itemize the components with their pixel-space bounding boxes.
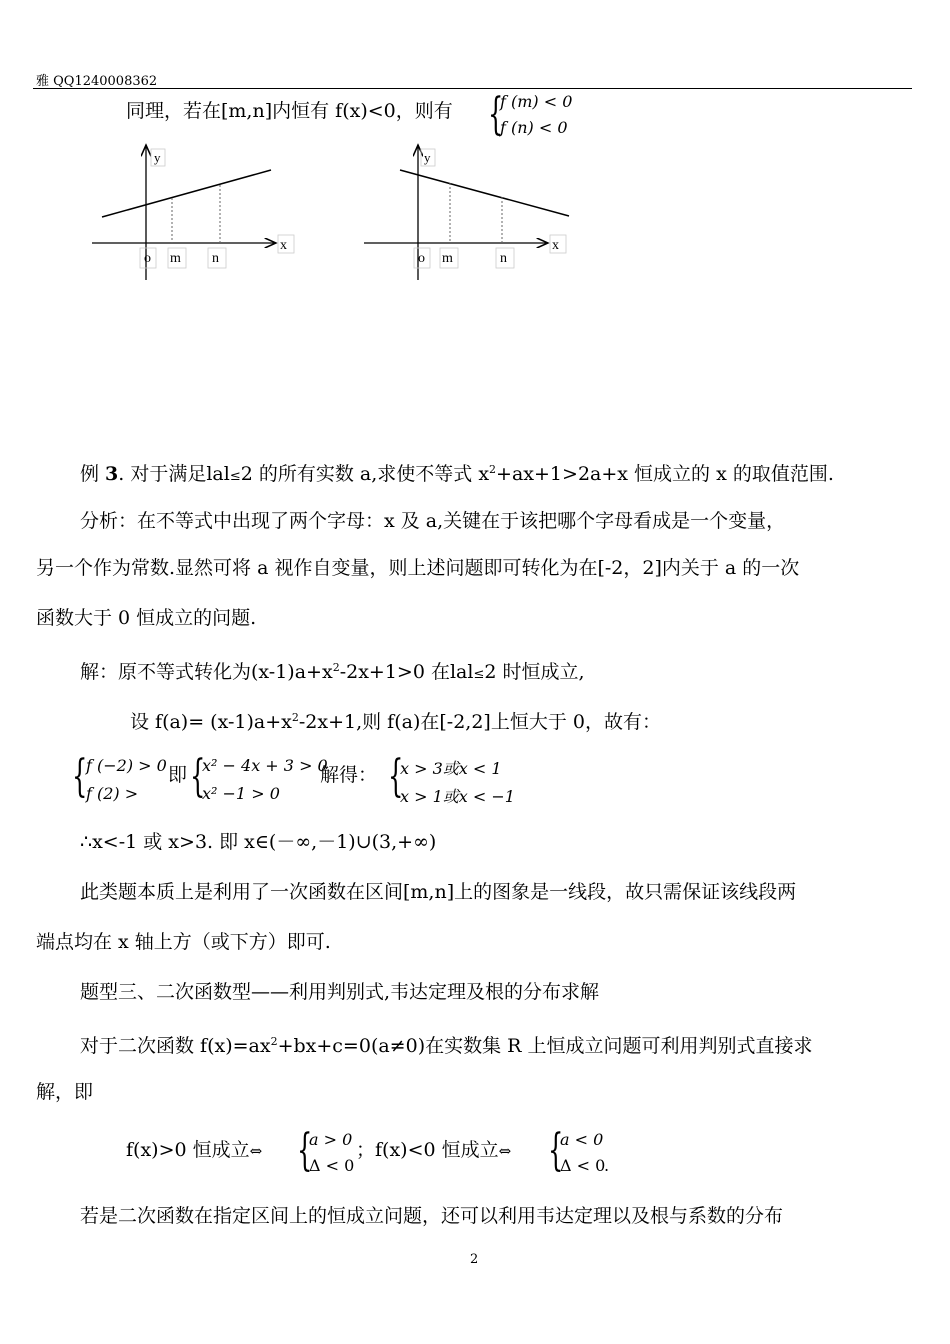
origin-label: o xyxy=(144,251,151,266)
function-line xyxy=(102,170,271,217)
x-label: x xyxy=(280,238,287,253)
graph-increasing-line xyxy=(90,140,300,285)
word-ji: 即 xyxy=(168,764,188,786)
page-number: 2 xyxy=(470,1252,479,1267)
type-3-line-1: 对于二次函数 $f(x)=ax^2+bx+c=0(a\ne 0)$在实数集 R 上恒成立问题可利用判别式直接求 xyxy=(80,1035,813,1057)
system-solutions: { x > 3或x < 1 x > 1或x < −1 xyxy=(388,751,515,806)
system-quadratics: { x² − 4x + 3 > 0 x² −1 > 0 xyxy=(190,751,328,803)
origin-label: o xyxy=(418,251,425,266)
m-label: m xyxy=(442,251,453,266)
function-line xyxy=(400,170,569,216)
intro-system-line-1: f (m) < 0 xyxy=(500,92,573,111)
example-3: 例 3. 对于满足lal≤2 的所有实数 a,求使不等式 $x^2+ax+1>2a+x$ 恒成立的 x 的取值范围. xyxy=(80,463,834,485)
remark-line-2: 端点均在 x 轴上方（或下方）即可. xyxy=(36,931,331,953)
system-positive: { a > 0 Δ < 0 xyxy=(297,1125,355,1176)
intro-text: 同理，若在[m,n]内恒有 f(x)<0，则有 xyxy=(126,100,453,122)
y-label: y xyxy=(154,150,161,165)
word-jiede: 解得： xyxy=(320,764,378,786)
page-header: 雅 QQ1240008362 xyxy=(36,74,158,89)
conclusion: ∴x<-1 或 x>3. 即 x∈(－∞,－1)∪(3,+∞) xyxy=(80,831,437,853)
intro-system: { f (m) < 0 f (n) < 0 xyxy=(488,89,573,140)
intro-system-line-2: f (n) < 0 xyxy=(500,118,568,137)
example-number: 3 xyxy=(105,463,119,485)
analysis-line-2: 另一个作为常数.显然可将 a 视作自变量，则上述问题即可转化为在[-2，2]内关于 a 的一次 xyxy=(36,557,800,579)
system-negative: { a < 0 Δ < 0 . xyxy=(548,1125,610,1176)
system-f-values: { f (−2) > 0 f (2) > xyxy=(72,751,167,803)
type-3-line-2: 解，即 xyxy=(36,1081,94,1103)
n-label: n xyxy=(500,251,507,266)
y-label: y xyxy=(424,150,431,165)
solution-line-2: 设 $f(a)= (x-1)a+x^2-2x+1$,则 f(a)在[-2,2]上恒大于 0，故有： xyxy=(130,711,661,733)
remark-line-1: 此类题本质上是利用了一次函数在区间[m,n]上的图象是一线段，故只需保证该线段两 xyxy=(80,881,797,903)
type-3-title: 题型三、二次函数型——利用判别式,韦达定理及根的分布求解 xyxy=(80,981,600,1003)
condition-negative: ；f(x)<0 恒成立⇔ xyxy=(356,1139,512,1161)
analysis-line-1: 分析：在不等式中出现了两个字母：x 及 a,关键在于该把哪个字母看成是一个变量， xyxy=(80,510,786,532)
x-label: x xyxy=(552,238,559,253)
condition-positive: f(x)>0 恒成立⇔ xyxy=(126,1139,263,1161)
graph-decreasing-line xyxy=(362,140,574,285)
analysis-line-3: 函数大于 0 恒成立的问题. xyxy=(36,607,257,629)
n-label: n xyxy=(212,251,219,266)
m-label: m xyxy=(170,251,181,266)
last-line: 若是二次函数在指定区间上的恒成立问题，还可以利用韦达定理以及根与系数的分布 xyxy=(80,1205,784,1227)
header-rule xyxy=(33,88,912,89)
solution-line-1: 解：原不等式转化为$(x-1)a+x^2-2x+1>0$ 在lal≤2 时恒成立, xyxy=(80,661,585,683)
